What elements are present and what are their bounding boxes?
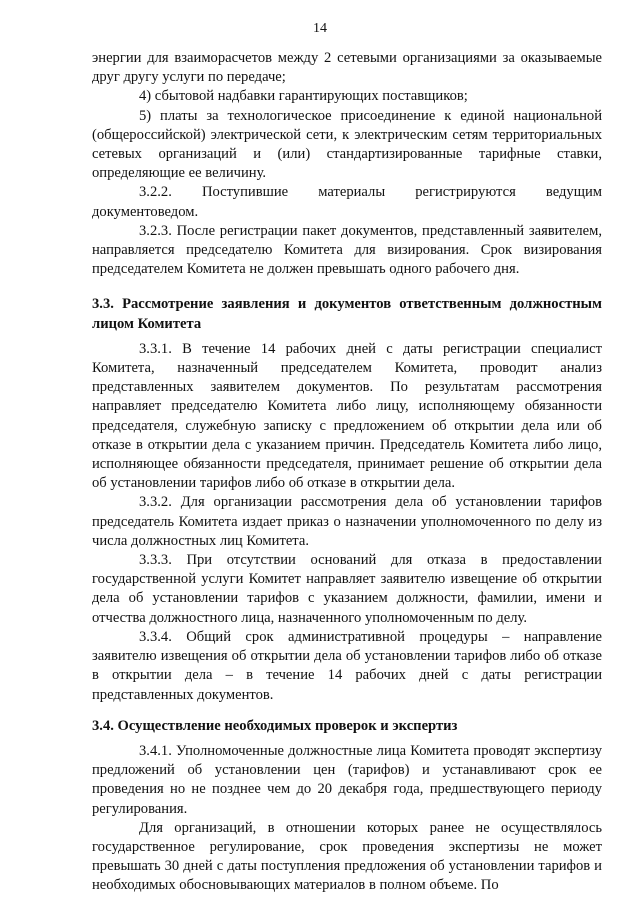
paragraph-item-5: 5) платы за технологическое присоединение к единой национальной (общероссийской) электрической сети, к электрическим сетям территориальных сетевых организаций и (или) стандартизированные тарифные ставки, определяющие ее величину. <box>92 107 602 182</box>
paragraph-item-4: 4) сбытовой надбавки гарантирующих поставщиков; <box>139 88 468 105</box>
paragraph-3-4-continued: Для организаций, в отношении которых ранее не осуществлялось государственное регулирование, срок проведения экспертизы не может превышать 30 дней с даты поступления предложения об установлении тарифов и необходимых обосновывающих материалов в полном объеме. По <box>92 819 602 894</box>
section-heading-3-4: 3.4. Осуществление необходимых проверок и экспертиз <box>92 717 458 734</box>
paragraph-3-3-2: 3.3.2. Для организации рассмотрения дела об установлении тарифов председатель Комитета издает приказ о назначении уполномоченного по делу из числа должностных лиц Комитета. <box>92 494 602 549</box>
paragraph-3-4-1: 3.4.1. Уполномоченные должностные лица Комитета проводят экспертизу предложений об установлении цен (тарифов) и устанавливают срок ее проведения но не позднее чем до 20 декабря года, предшествующего периоду регулирования. <box>92 742 602 817</box>
paragraph-3-3-1: 3.3.1. В течение 14 рабочих дней с даты регистрации специалист Комитета, назначенный председателем Комитета, проводит анализ представленных заявителем документов. По результатам рассмотрения направляет председателю Комитета либо лицу, исполняющему обязанности председателя, служебную записку с предложением об открытии дела или об отказе в открытии дела с указанием причин. Председатель Комитета либо лицо, исполняющее обязанности председателя, принимает решение об открытии дела об установлении тарифов либо об отказе в открытии дела. <box>92 340 602 492</box>
paragraph-3-2-3: 3.2.3. После регистрации пакет документов, представленный заявителем, направляется председателю Комитета для визирования. Срок визирования председателем Комитета не должен превышать одного рабочего дня. <box>92 222 602 278</box>
document-body <box>92 49 602 896</box>
section-heading-3-3: 3.3. Рассмотрение заявления и документов ответственным должностным лицом Комитета <box>92 296 602 332</box>
page-number: 14 <box>313 21 327 36</box>
paragraph-3-3-3: 3.3.3. При отсутствии оснований для отказа в предоставлении государственной услуги Комитет направляет заявителю извещение об открытии дела об установлении тарифов с указанием должности, фамилии, имени и отчества должностного лица, назначенного уполномоченным по делу. <box>92 552 602 626</box>
paragraph-3-2-2: 3.2.2. Поступившие материалы регистрируются ведущим документоведом. <box>92 184 602 220</box>
paragraph-3-3-4: 3.3.4. Общий срок административной процедуры – направление заявителю извещения об открытии дела об установлении тарифов либо об отказе в открытии дела – в течение 14 рабочих дней с даты регистрации представленных документов. <box>92 628 602 703</box>
paragraph-continuation: энергии для взаиморасчетов между 2 сетевыми организациями за оказываемые друг другу услуги по передаче; <box>92 50 602 86</box>
